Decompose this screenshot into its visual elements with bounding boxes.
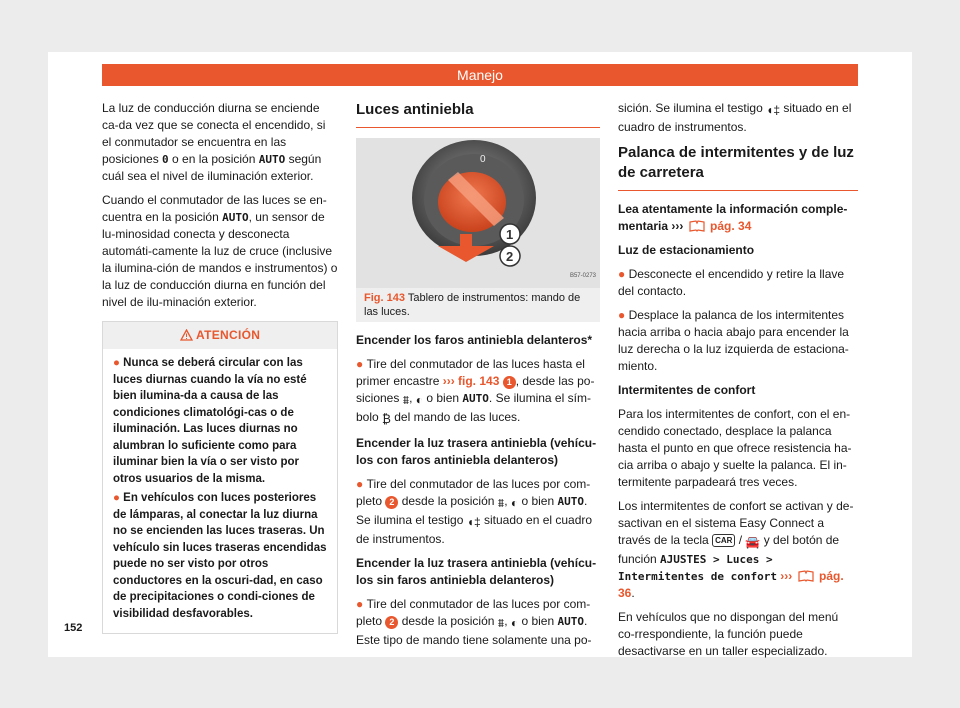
subheading-rear-fog-with-front: Encender la luz trasera antiniebla (vehícu-los con faros antiniebla delanteros) [356, 436, 597, 467]
subheading-parking-light: Luz de estacionamiento [618, 243, 755, 257]
text: Los intermitentes de confort se activan y de-sactivan en el sistema Easy Connect a través de la tecla [618, 499, 854, 547]
bullet-icon: ● [356, 477, 367, 491]
text: situado en el cuadro de instrumentos. [356, 513, 593, 546]
text: y del botón de función [618, 533, 840, 566]
subheading-front-fog: Encender los faros antiniebla delanteros* [356, 333, 593, 347]
callout-number: 1 [503, 376, 516, 389]
book-icon [689, 220, 705, 232]
warning-title: ATENCIÓN [196, 328, 261, 342]
text: Tire del conmutador de las luces hasta el primer encastre [356, 357, 585, 388]
reference-arrows: ››› [671, 219, 684, 233]
text: . Se ilumina el sím-bolo [356, 391, 591, 424]
warning-box [102, 321, 338, 634]
text: Lea atentamente la información comple-mentaria [618, 202, 848, 233]
callout-number: 2 [385, 616, 398, 629]
column-1 [102, 100, 338, 634]
section-title-turn-signal: Palanca de intermitentes y de luz de carretera [618, 143, 858, 191]
callout-2-label: 2 [506, 249, 514, 264]
bullet-icon: ● [113, 357, 124, 369]
paragraph-auto-sensor [102, 192, 338, 311]
paragraph-easy-connect [618, 498, 858, 602]
text: desde la posición [398, 614, 498, 628]
parking-light-icon: ⩩ [497, 496, 505, 510]
figure-caption [356, 288, 600, 322]
paragraph-workshop: En vehículos que no dispongan del menú co-rrespondiente, la función puede desactivarse en un taller especializado. [618, 610, 839, 658]
caption-label: Fig. 143 [364, 292, 405, 304]
text: o bien [423, 391, 463, 405]
paragraph-continuation [618, 100, 858, 136]
text: desde la posición [398, 494, 498, 508]
text: del mando de las luces. [390, 410, 521, 424]
text: Cuando el conmutador de las luces se en-cuentra en la posición [102, 193, 327, 224]
step-rear-fog-without-front: ● Tire del conmutador de las luces por com-pleto 2 desde la posición ⩩, ◐ o bien AUTO. Este tipo de mando tiene solamente una po- [356, 597, 592, 647]
text: . [631, 586, 635, 600]
text: Tire del conmutador de las luces por com-pleto [356, 597, 591, 628]
warning-header [103, 322, 337, 349]
auto-glyph: AUTO [258, 153, 286, 166]
bullet-icon: ● [356, 597, 367, 611]
dial-label-zero: 0 [480, 154, 486, 165]
text: / [735, 533, 746, 547]
figure-light-switch [356, 138, 600, 288]
position-zero-glyph: 0 [162, 153, 169, 166]
front-fog-icon: ₿ [382, 412, 391, 426]
text: La luz de conducción diurna se enciende ca-da vez que se conecta el encendido, si el conmutador se encuentra en las posiciones [102, 101, 326, 166]
reference-arrows: ››› [780, 569, 793, 583]
bullet-icon: ● [618, 267, 629, 281]
subheading-comfort-signal: Intermitentes de confort [618, 383, 756, 397]
text: Desplace la palanca de los intermitentes hacia arriba o hacia abajo para encender la luz derecha o la luz izquierda de estaciona-miento. [618, 308, 849, 373]
text: , un sensor de lu-minosidad conecta y desconecta automáti-camente la luz de cruce (inclusive la ilumina-ción de mandos e instrumentos) o la luz de conducción diurna en función del nivel de ilu-minación exterior. [102, 210, 338, 309]
warning-item [113, 355, 327, 487]
bullet-icon: ● [113, 492, 124, 504]
step-rear-fog-with-front: ● Tire del conmutador de las luces por com-pleto 2 desde la posición ⩩, ◐ o bien AUTO. Se ilumina el testigo ◖‡ situado en el cuadro de instrumentos. [356, 477, 593, 546]
header-title: Manejo [457, 67, 503, 83]
menu-path: AJUSTES > Luces > Intermitentes de confort [618, 553, 777, 583]
bullet-icon: ● [618, 308, 629, 322]
low-beam-icon: ◐ [415, 393, 424, 407]
low-beam-icon: ◐ [510, 616, 519, 630]
text: situado en el cuadro de instrumentos. [618, 101, 852, 134]
page-link[interactable]: pág. 34 [710, 219, 752, 233]
text: . Este tipo de mando tiene solamente una po- [356, 614, 592, 647]
text: según cuál sea el nivel de iluminación exterior. [102, 152, 322, 183]
car-settings-icon: 🚘 [745, 535, 761, 549]
text: sición. Se ilumina el testigo [618, 101, 767, 115]
parking-light-icon: ⩩ [497, 616, 505, 630]
bullet-icon: ● [356, 357, 367, 371]
header-bar [102, 64, 858, 86]
warning-triangle-icon [180, 329, 193, 341]
book-icon [798, 570, 814, 582]
figure-code: B57-0273 [569, 273, 596, 279]
warning-item-text: Nunca se deberá circular con las luces diurnas cuando la vía no esté bien ilumina-da a causa de las condiciones climatológi-cas o de iluminación. Las luces diurnas no alumbran lo suficiente como para iluminar bien la vía o ser visto por otros usuarios de la misma. [113, 357, 307, 485]
text: Tire del conmutador de las luces por com-pleto [356, 477, 591, 508]
rear-fog-icon: ◖‡ [466, 515, 481, 529]
column-2 [356, 100, 600, 656]
callout-number: 2 [385, 496, 398, 509]
page-link[interactable]: pág. 36 [618, 569, 844, 600]
auto-glyph: AUTO [557, 615, 584, 628]
parking-light-icon: ⩩ [402, 393, 410, 407]
auto-glyph: AUTO [557, 495, 584, 508]
text: o bien [518, 494, 558, 508]
paragraph-comfort-signal: Para los intermitentes de confort, con el en-cendido conectado, desplace la palanca hasta el punto en que ofrece resistencia ha-cia arriba o abajo y suelte la palanca. El in-termitente parpadeará tres veces. [618, 407, 852, 489]
page-number: 152 [64, 622, 83, 634]
light-switch-illustration [356, 138, 600, 288]
warning-item [113, 490, 327, 622]
low-beam-icon: ◐ [510, 496, 519, 510]
auto-glyph: AUTO [222, 211, 249, 224]
column-3 [618, 100, 858, 667]
rear-fog-icon: ◖‡ [766, 103, 780, 117]
text: o en la posición [168, 152, 259, 166]
text: , desde las po-siciones [356, 374, 595, 405]
intro-reference [618, 201, 858, 235]
section-title-fog-lights: Luces antiniebla [356, 100, 600, 128]
car-key-icon: CAR [712, 534, 735, 547]
callout-1-label: 1 [506, 227, 514, 242]
subheading-rear-fog-without-front: Encender la luz trasera antiniebla (vehícu-los sin faros antiniebla delanteros) [356, 556, 597, 587]
bullet-parking-2 [618, 307, 858, 375]
bullet-parking-1 [618, 266, 858, 300]
text: . Se ilumina el testigo [356, 494, 588, 527]
figure-link[interactable]: ››› fig. 143 [442, 374, 500, 388]
warning-body [103, 349, 337, 633]
step-front-fog: ● Tire del conmutador de las luces hasta el primer encastre ››› fig. 143 1 , desde las po-siciones ⩩, ◐ o bien AUTO. Se ilumina el sím-bolo ₿ del mando de las luces. [356, 357, 595, 426]
text: o bien [518, 614, 558, 628]
caption-text: Tablero de instrumentos: mando de las luces. [364, 292, 581, 318]
auto-glyph: AUTO [462, 392, 489, 405]
warning-item-text: En vehículos con luces posteriores de lámparas, al conectar la luz diurna no se encienden las luces traseras. Un vehículo sin luces traseras encendidas puede no ser visto por otros conductores en la oscuri-dad, en caso de precipitaciones o condi-ciones de visibilidad desfavorables. [113, 492, 327, 620]
text: Desconecte el encendido y retire la llave del contacto. [618, 267, 845, 298]
paragraph-daytime-lights [102, 100, 338, 185]
